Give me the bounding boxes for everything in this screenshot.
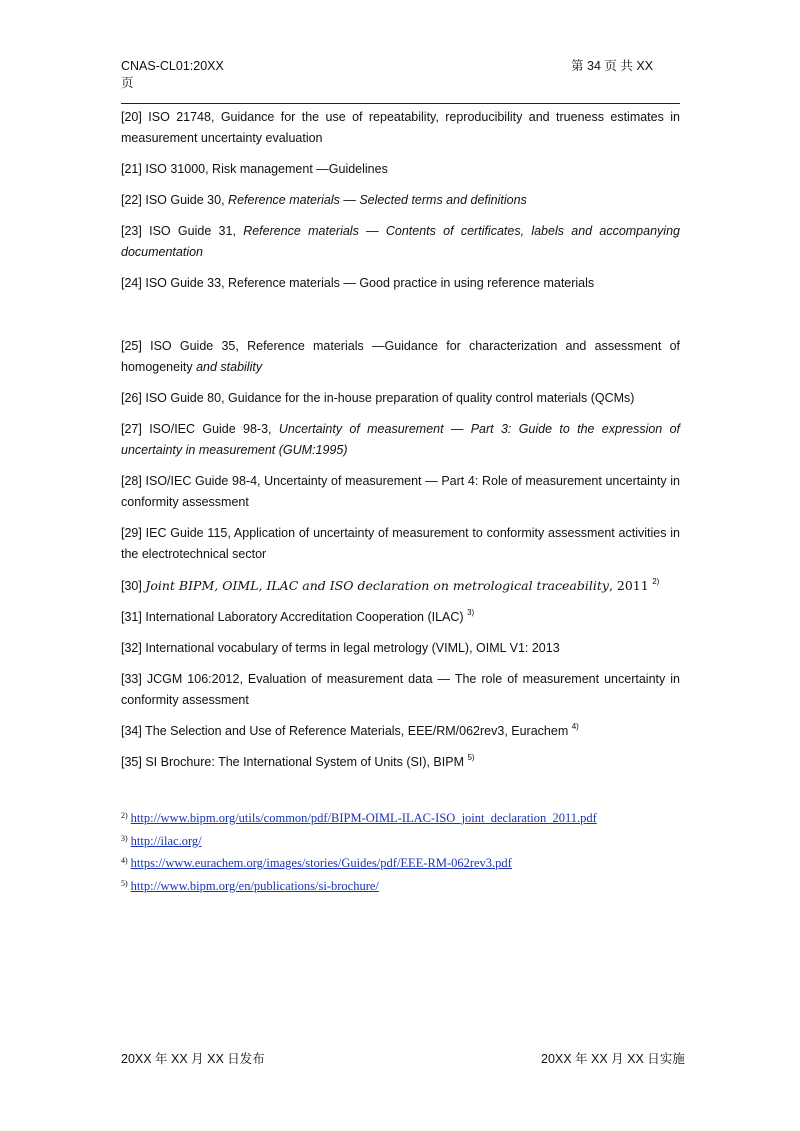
ref-num: [32] [121,641,142,655]
footnote-3 [121,829,681,852]
footnotes [121,806,681,896]
ref-title: and stability [196,360,263,374]
ref-text: ISO 31000, Risk management —Guidelines [145,162,388,176]
reference-item-20 [121,107,680,149]
ref-text: ISO Guide 80, Guidance for the in-house preparation of quality control materials (QCMs) [145,391,635,405]
reference-item-28 [121,471,680,513]
footnote-link[interactable]: http://ilac.org/ [130,833,202,848]
ref-title: Reference materials — Contents of certificates, labels and accompanying documentation [121,224,680,259]
footnote-mark: 5) [121,878,128,888]
page-indicator [571,58,653,75]
footnote-marker[interactable]: 5) [467,753,475,762]
page-mid: 页 共 [604,59,633,73]
footnote-link[interactable]: http://www.bipm.org/en/publications/si-brochure/ [130,878,379,893]
ref-text: ISO Guide 35, Reference materials —Guidance for characterization and assessment of homogeneity [121,339,680,374]
ref-num: [34] [121,724,142,738]
reference-item-33 [121,669,680,711]
ref-title: Reference materials — Selected terms and definitions [228,193,527,207]
ref-num: [35] [121,755,142,769]
ref-num: [22] [121,193,142,207]
reference-item-30 [121,575,680,597]
reference-item-29 [121,523,680,565]
ref-text: ISO/IEC Guide 98-4, Uncertainty of measurement — Part 4: Role of measurement uncertainty in conformity assessment [121,474,680,509]
ref-text: International vocabulary of terms in legal metrology (VIML), OIML V1: 2013 [145,641,560,655]
reference-item-32 [121,638,680,659]
ref-num: [27] [121,422,142,436]
document-code: CNAS-CL01:20XX [121,59,224,73]
reference-item-34 [121,721,680,742]
header-divider [121,103,680,104]
ref-num: [29] [121,526,142,540]
footnote-link[interactable]: https://www.eurachem.org/images/stories/Guides/pdf/EEE-RM-062rev3.pdf [130,856,512,870]
ref-text: IEC Guide 115, Application of uncertainty of measurement to conformity assessment activities in the electrotechnical sector [121,526,680,561]
page-number: 34 [587,59,601,73]
publish-date: 20XX 年 XX 月 XX 日发布 [121,1052,265,1066]
ref-title: Joint BIPM, OIML, ILAC and ISO declaration on metrological traceability [145,578,609,593]
reference-item-31 [121,607,680,628]
ref-year: , 2011 [608,578,649,593]
reference-item-24 [121,273,680,294]
reference-item-27 [121,419,680,461]
page-suffix: 页 [121,76,134,90]
ref-num: [26] [121,391,142,405]
ref-num: [28] [121,474,142,488]
reference-item-22 [121,190,680,211]
reference-item-21 [121,159,680,180]
footnote-marker[interactable]: 4) [571,722,579,731]
ref-num: [21] [121,162,142,176]
ref-text: The Selection and Use of Reference Materials, EEE/RM/062rev3, Eurachem [145,724,569,738]
footnote-2 [121,806,681,829]
ref-num: [20] [121,110,142,124]
footnote-marker[interactable]: 3) [467,608,475,617]
reference-list [121,107,680,773]
ref-num: [25] [121,339,142,353]
ref-text: ISO 21748, Guidance for the use of repeatability, reproducibility and trueness estimates in measurement uncertainty evaluation [121,110,680,145]
ref-text: International Laboratory Accreditation Cooperation (ILAC) [145,610,464,624]
footnote-mark: 2) [121,811,128,820]
footnote-marker[interactable]: 2) [652,577,660,586]
ref-text: ISO Guide 33, Reference materials — Good practice in using reference materials [145,276,595,290]
reference-item-23 [121,221,680,263]
footnote-4 [121,851,681,874]
footnote-mark: 4) [121,856,128,865]
ref-text: ISO Guide 30, [145,193,225,207]
reference-item-25 [121,336,680,378]
footnote-link[interactable]: http://www.bipm.org/utils/common/pdf/BIPM-OIML-ILAC-ISO_joint_declaration_2011.pdf [130,811,597,825]
ref-num: [24] [121,276,142,290]
ref-num: [31] [121,610,142,624]
page-prefix: 第 [571,59,584,73]
ref-text: ISO/IEC Guide 98-3, [149,422,272,436]
footnote-5 [121,874,681,897]
ref-text: ISO Guide 31, [149,224,236,238]
ref-num: [23] [121,224,142,238]
ref-num: [33] [121,672,142,686]
ref-text: SI Brochure: The International System of Units (SI), BIPM [145,755,464,769]
reference-item-35 [121,752,680,773]
ref-num: [30] [121,579,142,593]
effective-date: 20XX 年 XX 月 XX 日实施 [541,1052,685,1066]
page-total: XX [636,59,654,73]
footnote-mark: 3) [121,833,128,843]
reference-item-26 [121,388,680,409]
ref-title: Uncertainty of measurement — Part 3: Guide to the expression of uncertainty in measurement (GUM:1995) [121,422,680,457]
ref-text: JCGM 106:2012, Evaluation of measurement data — The role of measurement uncertainty in conformity assessment [121,672,680,707]
